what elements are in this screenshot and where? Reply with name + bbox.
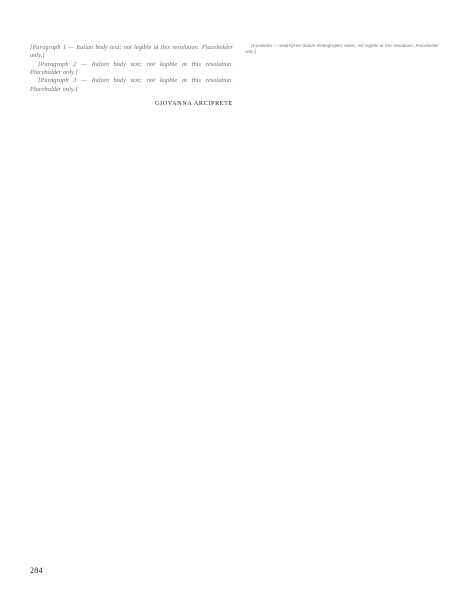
page-columns (30, 44, 439, 574)
body-paragraph-1: [Paragraph 1 — Italian body text; not legible at this resolution. Placeholder only.] (30, 44, 233, 60)
author-signature: GIOVANNA ARCIPRETE (155, 100, 233, 108)
footnotes-column (245, 44, 439, 574)
body-paragraph-3: [Paragraph 3 — Italian body text; not legible at this resolution. Placeholder only.] (30, 77, 233, 93)
main-text-column (30, 44, 233, 574)
page-number: 284 (30, 566, 43, 575)
footnotes-block: [Footnotes — small-print Italian bibliographic notes; not legible at this resolution. Placeholder only.] (244, 44, 439, 56)
body-paragraph-2: [Paragraph 2 — Italian body text; not legible at this resolution. Placeholder only.] (30, 60, 233, 77)
